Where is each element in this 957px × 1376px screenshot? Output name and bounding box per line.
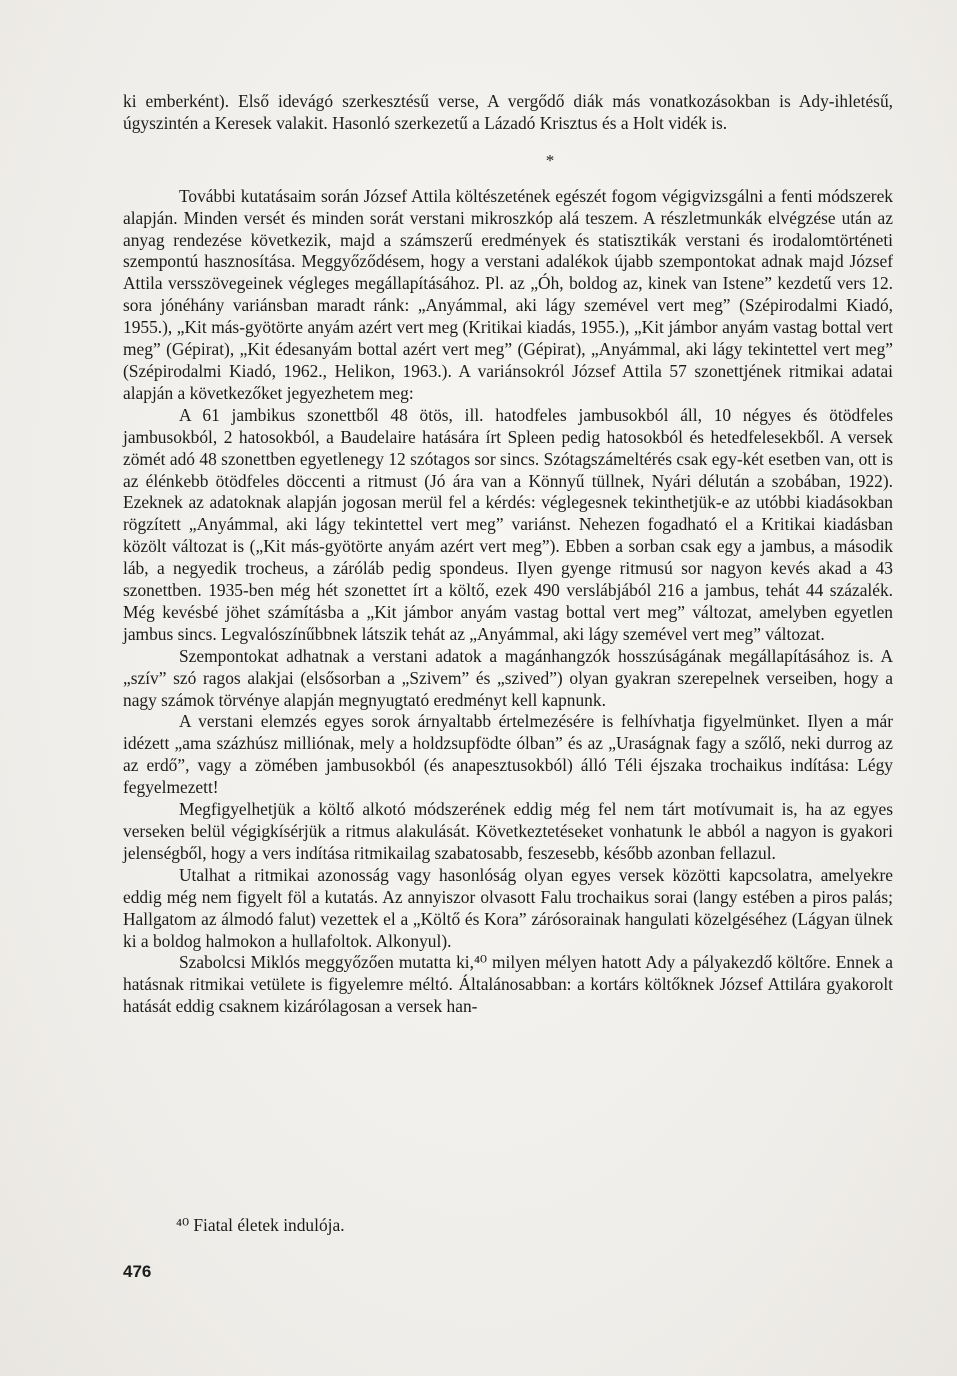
body-paragraph-2: A 61 jambikus szonettből 48 ötös, ill. hatodfeles jambusokból áll, 10 négyes és ötödfeles jambusokból, 2 hatosokból, a Baudelaire hatására írt Spleen pedig hatosokból és hetedfelesekből. A versek zömét adó 48 szonettben egyetlenegy 12 szótagos sor sincs. Szótagszámeltérés csak egy-két esetben van, ott is az élénkebb ötödfeles döccenti a ritmust (Jó ára van a Könnyű tüllnek, Nyári délután a szobában, 1922). Ezeknek az adatoknak alapján jogosan merül fel a kérdés: véglegesnek tekinthetjük-e az utóbbi kiadásokban rögzített „Anyámmal, aki lágy tekintettel vert meg” variánst. Nehezen fogadható el a Kritikai kiadásban közölt változat is („Kit más-gyötörte anyám azért vert meg”). Ebben a sorban csak egy a jambus, a második láb, a negyedik trocheus, a záróláb pedig spondeus. Ilyen gyenge ritmusú sor nagyon kevés akad a 43 szonettben. 1935-ben még hét szonettet írt a költő, ezek 490 verslábjából 216 a jambus, tehát 44 százalék. Még kevésbé jöhet számításba a „Kit jámbor anyám vastag bottal vert meg” változat, amelyben egyetlen jambus sincs. Legvalószínűbbnek látszik tehát az „Anyámmal, aki lágy szemével vert meg” változat. bbox=[123, 404, 893, 644]
main-text bbox=[123, 91, 893, 1018]
opening-paragraph: ki emberként). Első idevágó szerkesztésű verse, A vergődő diák más vonatkozásokban is Ady-ihletésű, úgyszintén a Keresek valakit. Hasonló szerkezetű a Lázadó Krisztus és a Holt vidék is. bbox=[123, 91, 893, 133]
section-separator: * bbox=[545, 150, 555, 170]
body-paragraph-6: Utalhat a ritmikai azonosság vagy hasonlóság olyan egyes versek közötti kapcsolatra, amelyekre eddig még nem figyelt föl a kutatás. Az annyiszor olvasott Falu trochaikus sorai (langy estében a piros palás; Hallgatom az álmodó falut) vezettek el a „Költő és Kora” zárósorainak hangulati közelgéséhez (Lágyan ülnek ki a boldog halmokon a hullafoltok. Alkonyul). bbox=[123, 864, 893, 951]
footnote: ⁴⁰ Fiatal életek indulója. bbox=[176, 1215, 345, 1235]
body-paragraph-7: Szabolcsi Miklós meggyőzően mutatta ki,⁴⁰ milyen mélyen hatott Ady a pályakezdő költőre. Ennek a hatásnak ritmikai vetülete is figyelemre méltó. Általánosabban: a kortárs költőknek József Attilára gyakorolt hatását eddig csaknem kizárólagosan a versek han- bbox=[123, 952, 893, 1017]
body-paragraph-5: Megfigyelhetjük a költő alkotó módszerének eddig még fel nem tárt motívumait is, ha az egyes verseken belül végigkísérjük a ritmus alakulását. Következtetéseket vonhatunk le abból a nagyon is gyakori jelenségből, hogy a vers indítása ritmikailag szabatosabb, feszesebb, később azonban fellazul. bbox=[123, 799, 893, 863]
body-paragraph-4: A verstani elemzés egyes sorok árnyaltabb értelmezésére is felhívhatja figyelmünket. Ilyen a már idézett „ama százhúsz milliónak, mely a holdzsupfödte ólban” és az „Uraságnak fagy a szőlő, neki durrog az az erdő”, vagy a zömében jambusokból (és anapesztusokból) álló Téli éjszaka trochaikus indítása: Légy fegyelmezett! bbox=[123, 711, 893, 798]
body-paragraph-1: További kutatásaim során József Attila költészetének egészét fogom végigvizsgálni a fenti módszerek alapján. Minden versét és minden sorát verstani mikroszkóp alá teszem. A részletmunkák elvégzése után az anyag rendezése következik, majd a számszerű eredmények és statisztikák verstani és irodalomtörténeti szempontú hasznosítása. Meggyőződésem, hogy a verstani adalékok újabb szempontokat adnak majd József Attila versszövegeinek végleges megállapításához. Pl. az „Óh, boldog az, kinek van Istene” kezdetű vers 12. sora jónéhány variánsban maradt ránk: „Anyámmal, aki lágy szemével vert meg” (Szépirodalmi Kiadó, 1955.), „Kit más-gyötörte anyám azért vert meg (Kritikai kiadás, 1955.), „Kit jámbor anyám vastag bottal vert meg” (Gépirat), „Kit édesanyám bottal azért vert meg” (Gépirat), „Anyámmal, aki lágy tekintettel vert meg” (Szépirodalmi Kiadó, 1962., Helikon, 1963.). A variánsokról József Attila 57 szonettjének ritmikai adatai alapján a következőket jegyezhetem meg: bbox=[123, 185, 893, 403]
page-number: 476 bbox=[123, 1262, 152, 1281]
body-paragraph-3: Szempontokat adhatnak a verstani adatok a magánhangzók hosszúságának megállapításához is. A „szív” szó ragos alakjai (elsősorban a „Szivem” és „szived”) olyan gyakran szerepelnek verseiben, hogy a nagy számok törvénye alapján megnyugtató eredményt kell kapnunk. bbox=[123, 645, 893, 710]
